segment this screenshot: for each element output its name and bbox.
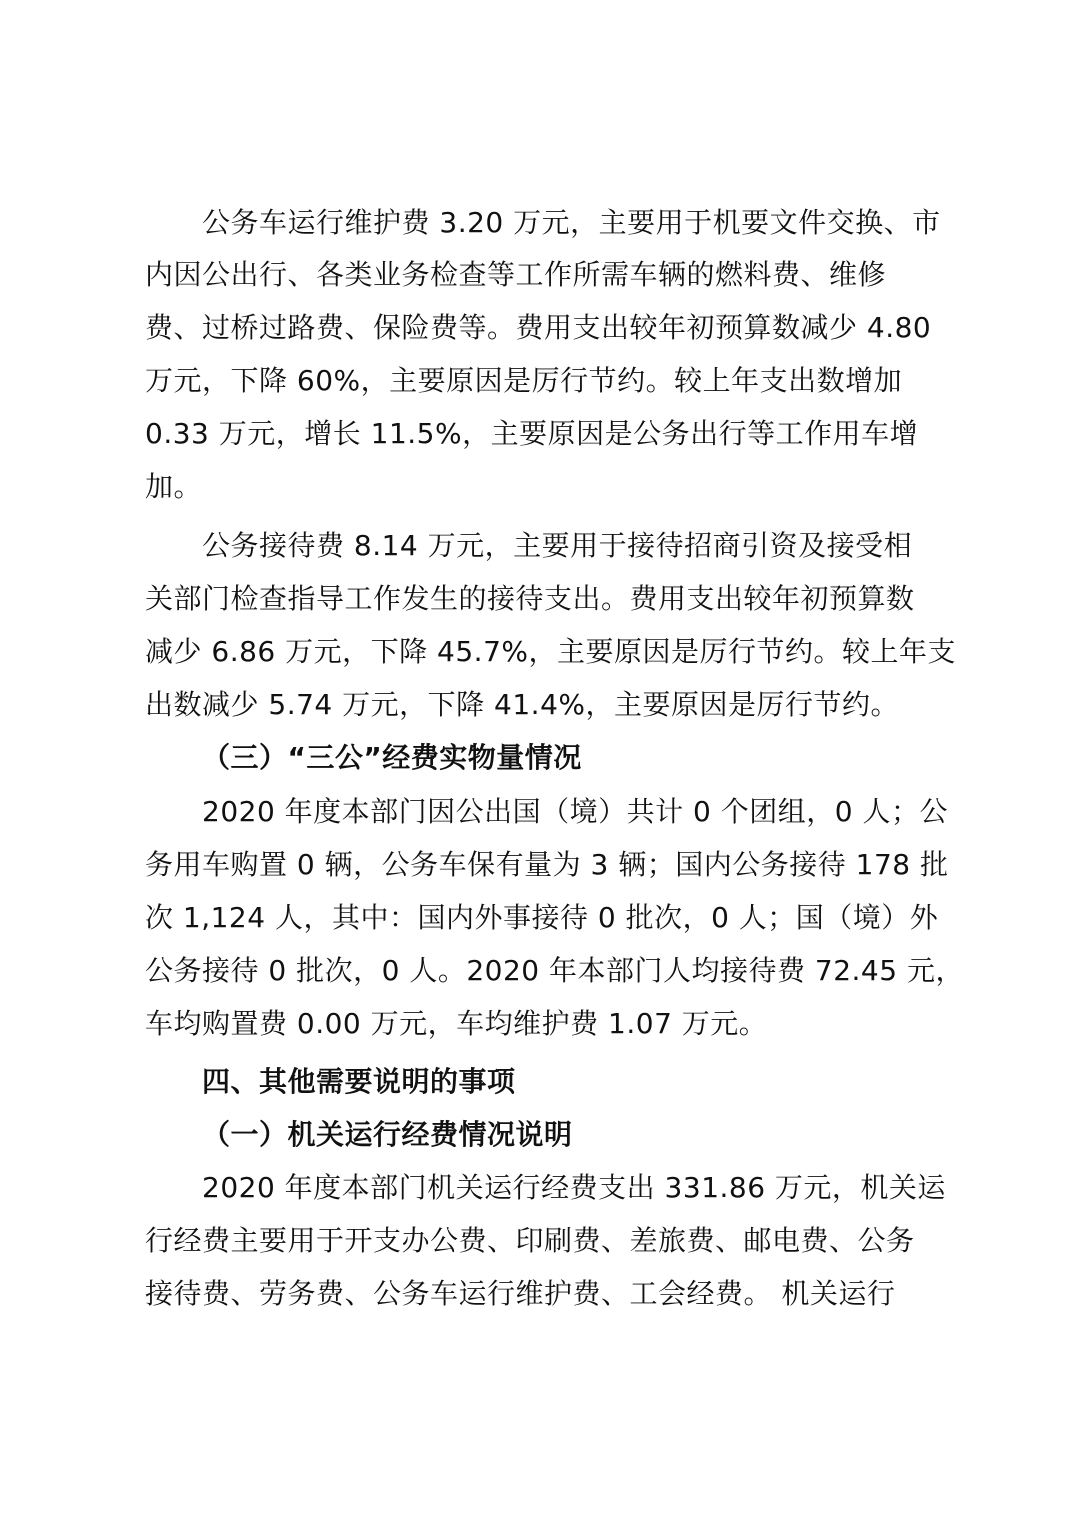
paragraph-line: 公务接待费 8.14 万元，主要用于接待招商引资及接受相	[202, 529, 913, 562]
paragraph-line: 车均购置费 0.00 万元，车均维护费 1.07 万元。	[145, 1007, 768, 1040]
paragraph-line: 公务车运行维护费 3.20 万元，主要用于机要文件交换、市	[202, 206, 941, 239]
paragraph-line: 关部门检查指导工作发生的接待支出。费用支出较年初预算数	[145, 582, 915, 615]
paragraph-line: 次 1,124 人，其中：国内外事接待 0 批次，0 人；国（境）外	[145, 901, 939, 934]
paragraph-line: 2020 年度本部门因公出国（境）共计 0 个团组，0 人；公	[202, 795, 948, 828]
paragraph-line: 内因公出行、各类业务检查等工作所需车辆的燃料费、维修	[145, 258, 887, 291]
paragraph-line: 0.33 万元，增长 11.5%，主要原因是公务出行等工作用车增	[145, 417, 919, 450]
paragraph-line: 2020 年度本部门机关运行经费支出 331.86 万元，机关运	[202, 1171, 946, 1204]
paragraph-line: 公务接待 0 批次，0 人。2020 年本部门人均接待费 72.45 元，	[145, 954, 964, 987]
paragraph-line: 加。	[145, 470, 203, 503]
paragraph-line: 费、过桥过路费、保险费等。费用支出较年初预算数减少 4.80	[145, 311, 932, 344]
paragraph-line: 务用车购置 0 辆，公务车保有量为 3 辆；国内公务接待 178 批	[145, 848, 949, 881]
paragraph-line: 接待费、劳务费、公务车运行维护费、工会经费。 机关运行	[145, 1277, 896, 1310]
paragraph-line: 出数减少 5.74 万元，下降 41.4%，主要原因是厉行节约。	[145, 688, 899, 721]
paragraph-line: 万元，下降 60%，主要原因是厉行节约。较上年支出数增加	[145, 364, 903, 397]
section-heading-operating-expenses: （一）机关运行经费情况说明	[202, 1118, 573, 1151]
paragraph-line: 减少 6.86 万元，下降 45.7%，主要原因是厉行节约。较上年支	[145, 635, 956, 668]
section-heading-other-matters: 四、其他需要说明的事项	[202, 1065, 516, 1098]
paragraph-line: 行经费主要用于开支办公费、印刷费、差旅费、邮电费、公务	[145, 1224, 915, 1257]
section-heading-three-public: （三）“三公”经费实物量情况	[202, 741, 582, 774]
